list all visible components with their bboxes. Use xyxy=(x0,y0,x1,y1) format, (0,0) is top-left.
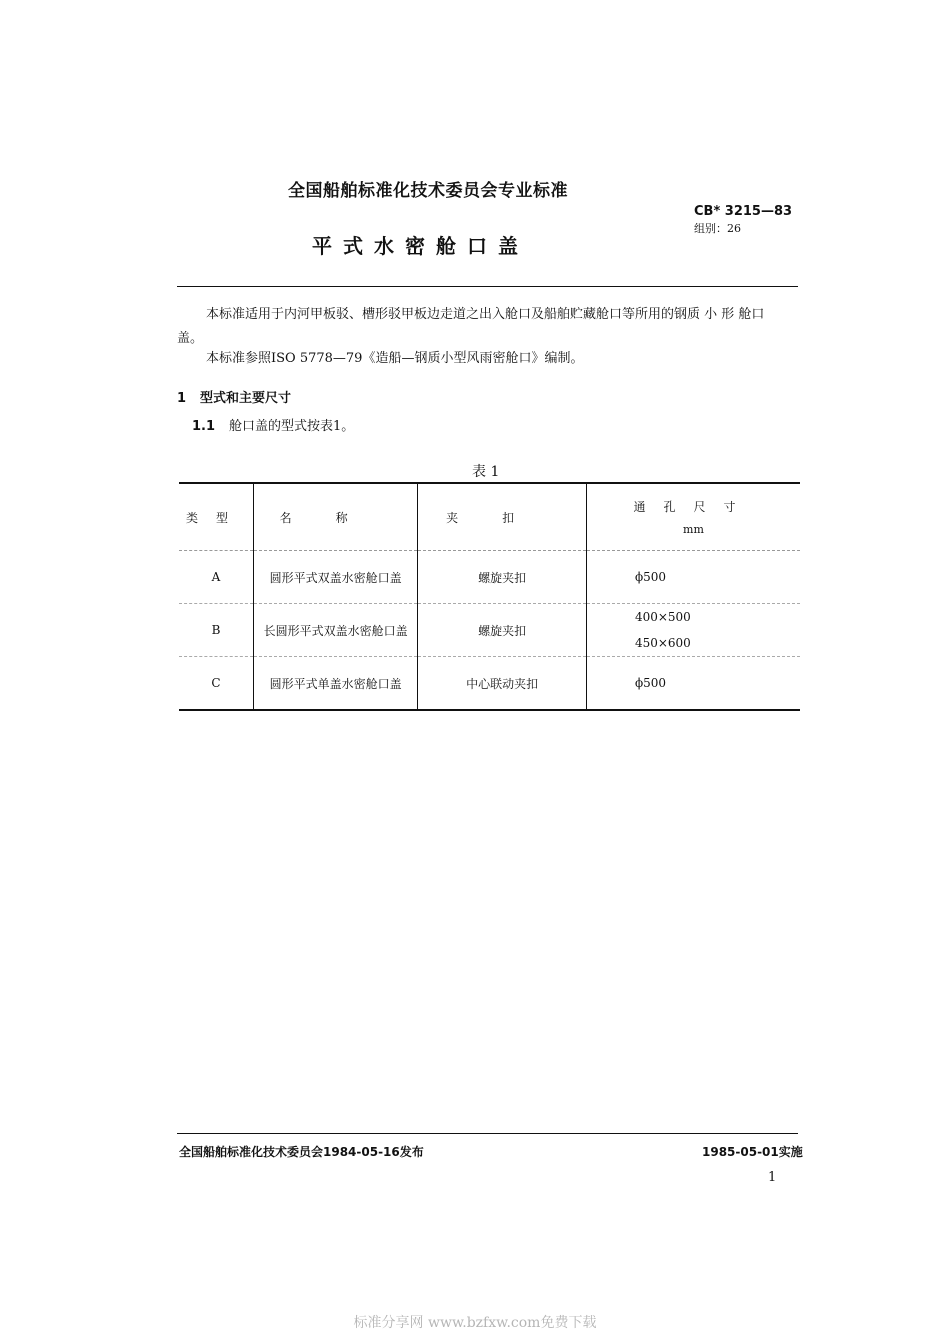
header-rule xyxy=(177,286,798,287)
scope-paragraph-continued: 盖。 xyxy=(177,331,204,346)
header-type: 类型 xyxy=(179,483,253,551)
table-row xyxy=(179,551,800,604)
hatch-cover-types-table xyxy=(179,482,800,711)
cell-clamp: 螺旋夹扣 xyxy=(418,604,587,657)
reference-paragraph: 本标准参照ISO 5778—79《造船—钢质小型风雨密舱口》编制。 xyxy=(206,351,584,366)
issuing-organization: 全国船舶标准化技术委员会专业标准 xyxy=(288,181,568,201)
cell-name: 圆形平式双盖水密舱口盖 xyxy=(253,551,417,604)
header-opening-size: 通孔尺寸 mm xyxy=(586,483,800,551)
subsection-1-1 xyxy=(192,415,354,434)
cell-opening-size: ϕ500 xyxy=(586,551,800,604)
cell-name: 圆形平式单盖水密舱口盖 xyxy=(253,657,417,711)
cell-type: A xyxy=(179,551,253,604)
cell-name: 长圆形平式双盖水密舱口盖 xyxy=(253,604,417,657)
subsection-text: 舱口盖的型式按表1。 xyxy=(229,419,355,434)
section-number: 1 xyxy=(177,391,187,406)
table-caption: 表 1 xyxy=(472,464,500,480)
effective-date: 1985-05-01实施 xyxy=(702,1145,803,1159)
cell-type: C xyxy=(211,676,221,690)
cell-opening-size: ϕ500 xyxy=(586,657,800,711)
document-title: 平式水密舱口盖 xyxy=(312,234,529,258)
opening-size-1: 400×500 xyxy=(634,610,691,624)
section-heading-1 xyxy=(177,387,291,406)
table-row xyxy=(179,657,800,711)
header-clamp: 夹扣 xyxy=(418,483,587,551)
footer-rule xyxy=(177,1133,798,1134)
opening-size-2: 450×600 xyxy=(634,636,691,650)
group-number: 组别：26 xyxy=(694,222,741,235)
table-row xyxy=(179,604,800,657)
header-name: 名称 xyxy=(253,483,417,551)
scope-paragraph: 本标准适用于内河甲板驳、槽形驳甲板边走道之出入舱口及船舶贮藏舱口等所用的钢质 小 形 舱口 xyxy=(206,307,765,322)
section-title: 型式和主要尺寸 xyxy=(200,391,292,406)
page-number: 1 xyxy=(768,1170,777,1185)
cell-clamp: 中心联动夹扣 xyxy=(418,657,587,711)
subsection-number: 1.1 xyxy=(192,419,216,434)
watermark: 标准分享网 www.bzfxw.com免费下载 xyxy=(353,1315,597,1331)
cell-opening-size xyxy=(586,604,800,657)
cell-clamp: 螺旋夹扣 xyxy=(418,551,587,604)
cell-type: B xyxy=(179,604,253,657)
standard-code: CB* 3215—83 xyxy=(694,204,793,219)
table-header-row xyxy=(179,483,800,551)
publish-statement: 全国船舶标准化技术委员会1984-05-16发布 xyxy=(179,1145,424,1159)
